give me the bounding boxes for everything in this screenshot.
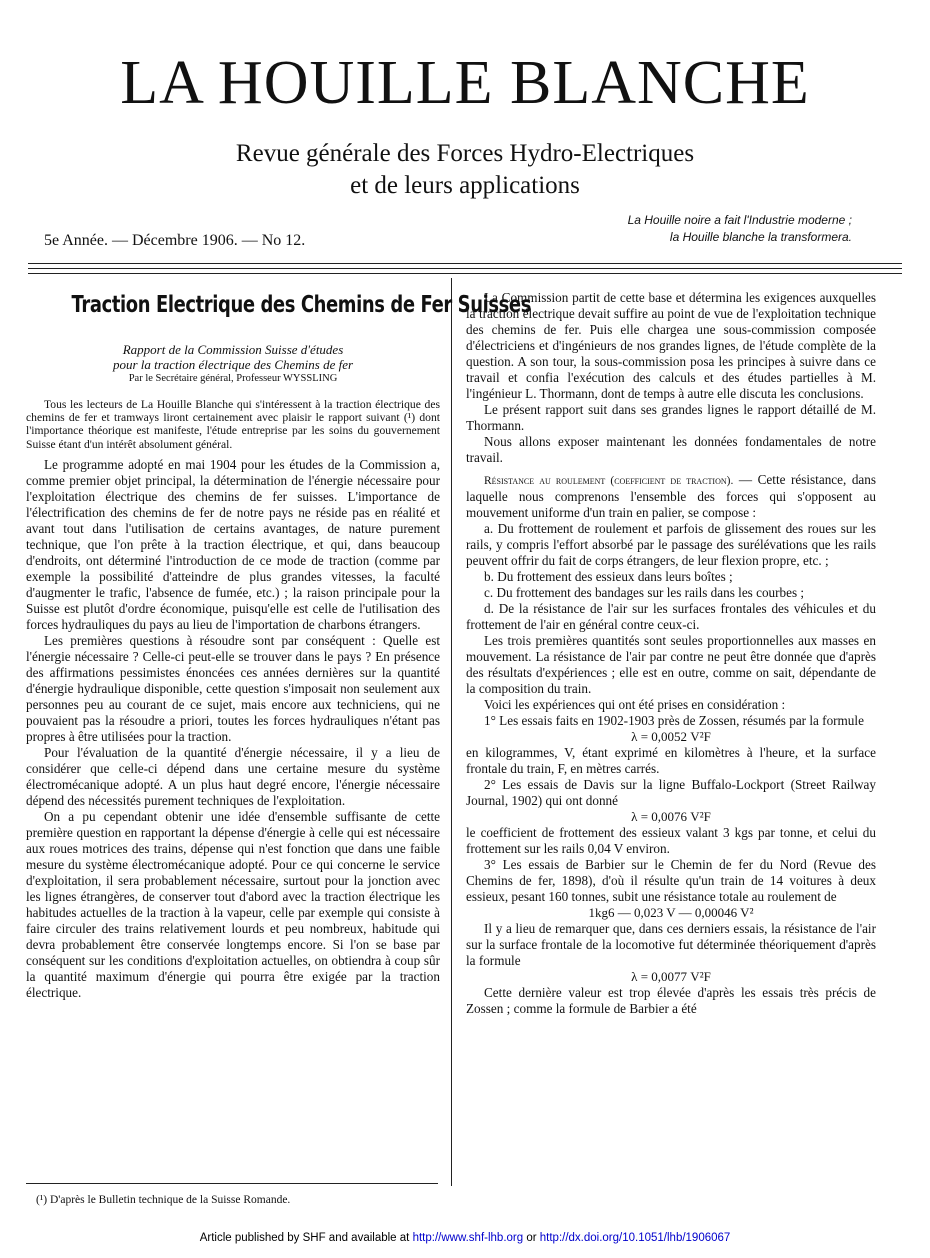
right-paragraph-6: Il y a lieu de remarquer que, dans ces derniers essais, la résistance de l'air sur la surface frontale de la locomotive fut déterminée théoriquement d'après la formule	[466, 921, 876, 968]
article-subtitle-1: Rapport de la Commission Suisse d'études	[122, 342, 344, 357]
footnote: (¹) D'après le Bulletin technique de la Suisse Romande.	[36, 1194, 291, 1206]
experiment-1: 1° Les essais faits en 1902-1903 près de Zossen, résumés par la formule	[484, 713, 864, 728]
header-rule-top	[28, 263, 902, 264]
footer-link-doi[interactable]: http://dx.doi.org/10.1051/lhb/1906067	[539, 1232, 731, 1244]
footer-link-shf[interactable]: http://www.shf-lhb.org	[412, 1232, 524, 1244]
left-paragraph-3: Pour l'évaluation de la quantité d'énergie nécessaire, il y a lieu de considérer que celle-ci dépend dans une certaine mesure du système électromécanique adopté. A un plus haut degré encore, l'énergie nécessaire dépend des nécessités purement techniques de l'exploitation.	[26, 744, 440, 808]
header-rule-bottom	[28, 273, 902, 274]
left-paragraph-1: Le programme adopté en mai 1904 pour les études de la Commission a, comme premier objet principal, la détermination de l'énergie nécessaire pour l'exploitation électrique des chemins de fer suisses. L'importance de l'électrification des chemins de fer de notre pays ne réside pas en réalité et avant tout dans l'utilisation de certains avantages, de nature purement technique, que l'on prête à la traction électrique, et qui, dans beaucoup d'endroits, ont déterminé l'introduction de ce mode de traction (comme par exemple la possibilité d'atteindre de plus grandes vitesses, la faculté d'augmenter le trafic, l'absence de fumée, etc.) ; la raison principale pour la Suisse est plutôt d'ordre économique, puisqu'elle est celle de l'utilisation des forces hydrauliques du pays au lieu de l'importation de charbons étrangers.	[26, 456, 440, 632]
list-item-c: c. Du frottement des bandages sur les rails dans les courbes ;	[484, 585, 805, 600]
footnote-rule	[26, 1183, 438, 1184]
right-paragraph-5: Voici les expériences qui ont été prises en considération :	[484, 697, 786, 712]
list-item-b: b. Du frottement des essieux dans leurs boîtes ;	[484, 569, 733, 584]
resistance-text: — Cette résistance, dans laquelle nous comprenons l'ensemble des forces qui s'opposent au mouvement uniforme d'un train en palier, se compose :	[466, 472, 877, 520]
motto-line-1: La Houille noire a fait l'Industrie moderne ;	[627, 213, 852, 227]
article-intro	[26, 398, 440, 451]
formula-4: λ = 0,0077 V²F	[631, 969, 711, 984]
left-column	[26, 290, 531, 1001]
right-paragraph-2: Le présent rapport suit dans ses grandes lignes le rapport détaillé de M. Thormann.	[466, 402, 876, 433]
intro-paragraph: Tous les lecteurs de La Houille Blanche qui s'intéressent à la traction électrique des chemins de fer et tramways liront certainement avec plaisir le rapport suivant (¹) dont l'importance théorique est manifeste, l'étude entreprise par les soins du gouvernement Suisse étant d'un intérêt absolument général.	[26, 398, 440, 451]
column-divider	[451, 278, 452, 1186]
right-paragraph-1: La Commission partit de cette base et détermina les exigences auxquelles la traction électrique devait suffire au point de vue de l'exploitation technique des chemins de fer. Puis elle chargea une sous-commission composée d'électriciens et d'ingénieurs de nos grandes lignes, de l'étude complète de la question. A son tour, la sous-commission posa les principes à suivre dans ce travail et confia l'exécution des calculs et des études partielles à M. l'ingénieur L. Thormann, dont de temps à autre elle discuta les conclusions.	[466, 290, 876, 401]
issue-info: 5e Année. — Décembre 1906. — No 12.	[44, 232, 306, 249]
resistance-heading: Résistance au roulement (coefficient de traction).	[484, 475, 734, 487]
right-column	[466, 290, 876, 1017]
experiment-2: 2° Les essais de Davis sur la ligne Buffalo-Lockport (Street Railway Journal, 1902) qui ont donné	[466, 777, 876, 808]
right-paragraph-7: Cette dernière valeur est trop élevée d'après les essais très précis de Zossen ; comme la formule de Barbier a été	[466, 985, 876, 1016]
header-rule-mid	[28, 268, 902, 269]
experiment-1-after: en kilogrammes, V, étant exprimé en kilomètres à l'heure, et la surface frontale du train, F, en mètres carrés.	[466, 745, 876, 776]
formula-1: λ = 0,0052 V²F	[631, 729, 711, 744]
left-paragraph-4: On a pu cependant obtenir une idée d'ensemble suffisante de cette première question en rapportant la dépense d'énergie à celle qui est nécessaire aux roues motrices des trains, dépense qui n'est fonction que dans une faible mesure du système électromécanique adopté. Pour ce qui concerne le service d'exploitation, il sera probablement nécessaire, surtout pour la jonction avec les lignes étrangères, de conserver tout d'abord avec la traction électrique les habitudes actuelles de la traction à la vapeur, celle par exemple qui consiste à faire circuler des trains relativement lourds et peu nombreux, habitude qui devra probablement être conservée longtemps encore. Si l'on se base par conséquent sur les conditions d'exploitation actuelles, on obtiendra à coup sûr la quantité maximum d'énergie qui pourra être exigée par la traction électrique.	[26, 808, 440, 1000]
formula-2: λ = 0,0076 V²F	[631, 809, 711, 824]
article-title: Traction Electrique des Chemins de Fer Suisses	[71, 292, 531, 318]
footer-credit	[0, 1232, 930, 1244]
masthead-subtitle-1: Revue générale des Forces Hydro-Electriques	[235, 140, 695, 167]
experiment-2-after: le coefficient de frottement des essieux valant 3 kgs par tonne, et celui du frottement sur les rails 0,04 V environ.	[466, 825, 876, 856]
right-paragraph-4: Les trois premières quantités sont seules proportionnelles aux masses en mouvement. La résistance de l'air par contre ne peut être donnée que d'après des résultats d'expériences ; elle est en outre, comme on sait, dépendante de la composition du train.	[466, 633, 876, 696]
masthead-subtitle-2: et de leurs applications	[350, 172, 580, 199]
resistance-paragraph	[466, 472, 876, 521]
right-paragraph-3: Nous allons exposer maintenant les données fondamentales de notre travail.	[466, 434, 876, 465]
footer-middle: or	[523, 1232, 540, 1244]
article-byline: Par le Secrétaire général, Professeur WYSSLING	[128, 373, 338, 384]
footer-prefix: Article published by SHF and available at	[199, 1232, 413, 1244]
article-subtitle-2: pour la traction électrique des Chemins de fer	[112, 357, 354, 372]
experiment-3: 3° Les essais de Barbier sur le Chemin de fer du Nord (Revue des Chemins de fer, 1898), d'où il résulte qu'un train de 14 voitures à deux essieux, pesant 160 tonnes, subit une résistance totale au roulement de	[466, 857, 876, 904]
masthead-title: LA HOUILLE BLANCHE	[120, 49, 810, 117]
left-paragraph-2: Les premières questions à résoudre sont par conséquent : Quelle est l'énergie nécessaire ? Celle-ci peut-elle se trouver dans le pays ? En présence des affirmations pessimistes énoncées ces années dernières sur la quantité d'énergie hydraulique disponible, cette question s'imposait non seulement aux personnes peu au courant de ce sujet, mais encore aux techniciens, qui ne pouvaient pas la résoudre a priori, toutes les forces hydrauliques n'étant pas propres à être utilisées pour la traction.	[26, 632, 440, 744]
motto-line-2: la Houille blanche la transformera.	[669, 230, 852, 244]
list-item-d: d. De la résistance de l'air sur les surfaces frontales des véhicules et du frottement de l'air en général contre ceux-ci.	[466, 601, 876, 632]
list-item-a: a. Du frottement de roulement et parfois de glissement des roues sur les rails, y compris l'effort absorbé par le passage des surélévations que les rails peuvent offrir du fait de corps étrangers, de leur flexion propre, etc. ;	[466, 521, 876, 568]
formula-3: 1kg6 — 0,023 V — 0,00046 V²	[588, 905, 754, 920]
masthead-motto	[628, 212, 852, 246]
